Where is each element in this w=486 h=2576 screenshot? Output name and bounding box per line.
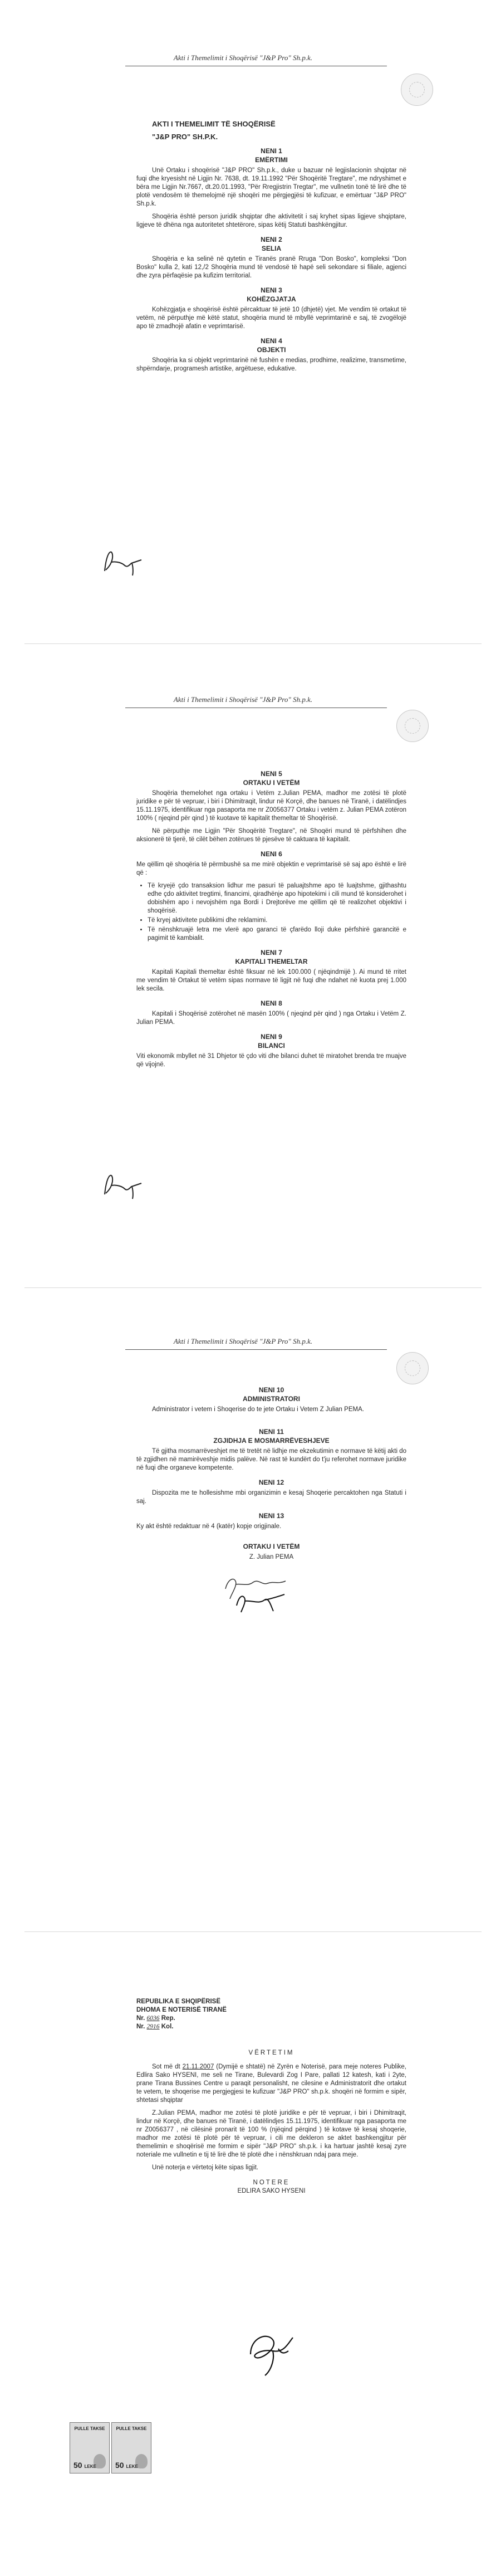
article-5-paragraph-1: Shoqëria themelohet nga ortaku i Vetëm z.Julian PEMA, madhor me zotësi të plotë juridike e për të vepruar, i biri i Dhimitraqit, lindur në Korçë, dhe banues në Tiranë, i datëlindjes 15.11.1975, identifikuar nga pasaporta me nr Z0056377 Ortaku i vetëm z. Julian PEMA zotëron 100% ( njeqind për qind ) të kuotave të kapitalit themeltar të Shoqërisë.: [136, 790, 406, 822]
article-4-name: OBJEKTI: [257, 346, 286, 354]
notary-header-block: [136, 1998, 227, 2031]
list-item: • Të nënshkruajë letra me vlerë apo garanci të çfarëdo lloji duke përfshirë garancitë e pagimit të kambialit.: [148, 926, 406, 943]
article-9-number: NENI 9: [261, 1033, 282, 1041]
page-4-content: [136, 2049, 406, 2196]
initials-signature: [100, 549, 145, 579]
certification-date: 21.11.2007: [182, 2063, 214, 2070]
tax-stamp-label: PULLE TAKSE: [116, 2426, 147, 2431]
article-7-paragraph: Kapitali Kapitali themeltar është fiksuar në lek 100.000 ( njëqindmijë ). Ai mund të rritet me vendim të Ortakut të vetëm sipas normave të ligjit në fuqi dhe ndahet në kuota prej 1.000 lek secila.: [136, 969, 406, 992]
document-page-3: [0, 1288, 486, 1932]
sole-partner-heading: ORTAKU I VETËM: [243, 1543, 300, 1550]
article-11-heading: [136, 1427, 406, 1445]
article-9-paragraph: Viti ekonomik mbyllet në 31 Dhjetor të çdo viti dhe bilanci duhet të miratohet brenda tre muajve që vijojnë.: [136, 1053, 406, 1068]
stamp-value-number: 50: [73, 2461, 82, 2470]
article-2-name: SELIA: [261, 245, 282, 252]
act-title: AKTI I THEMELIMIT TË SHOQËRISË: [152, 120, 276, 128]
article-10-number: NENI 10: [258, 1386, 284, 1394]
article-2-heading: [136, 235, 406, 253]
article-7-heading: [136, 948, 406, 966]
article-3-paragraph: Kohëzgjatja e shoqërisë është përcaktuar të jetë 10 (dhjetë) vjet. Me vendim të ortakut të vetëm, në përputhje më këtë statut, shoqëria mund të mbyllë veprimtarinë e saj, të zvogëlojë apo të zmadhojë afatin e veprimtarisë.: [136, 306, 406, 330]
document-page-4: [0, 1932, 486, 2576]
header-text: Akti i Themelimit i Shoqërisë "J&P Pro" Sh.p.k.: [173, 695, 313, 704]
article-10-name: ADMINISTRATORI: [243, 1395, 300, 1403]
notary-name: EDLIRA SAKO HYSENI: [237, 2188, 306, 2194]
article-5-number: NENI 5: [261, 770, 282, 778]
article-3-heading: [136, 286, 406, 304]
article-7-name: KAPITALI THEMELTAR: [235, 958, 308, 965]
company-logo: [396, 710, 429, 742]
article-12-paragraph: Dispozita me te hollesishme mbi organizimin e kesaj Shoqerie percaktohen nga Statuti i saj.: [136, 1490, 406, 1505]
article-7-number: NENI 7: [261, 949, 282, 957]
article-4-paragraph: Shoqëria ka si objekt veprimtarinë në fushën e medias, prodhime, realizime, transmetime, shpërndarje, programesh artistike, argëtuese, edukative.: [136, 357, 406, 372]
stamp-currency: LEKE: [84, 2464, 96, 2469]
notary-signature: [239, 2326, 301, 2379]
rep-number-value: 6036: [146, 2015, 160, 2022]
header-rule: [125, 1349, 387, 1350]
rep-number-line: [136, 2014, 227, 2023]
article-4-number: NENI 4: [261, 337, 282, 345]
article-4-heading: [136, 336, 406, 354]
article-11-paragraph: Të gjitha mosmarrëveshjet me të tretët në lidhje me ekzekutimin e normave të këtij akti do të zgjidhen në mamirëveshje midis palëve. Në rast të kundërt do t'ju referohet normave juridike në fuqi dhe organeve kompetente.: [136, 1448, 407, 1471]
article-2-paragraph: Shoqëria e ka selinë në qytetin e Tiranës pranë Rruga "Don Bosko", kompleksi "Don Bosko" kulla 2, kati 12,/2 Shoqëria mund të vendosë të hapë seli sekondare si filiale, agjenci dhe zyra përfaqësie pa kufizim territorial.: [136, 256, 406, 279]
stamp-value-number: 50: [115, 2461, 124, 2470]
article-2-number: NENI 2: [261, 236, 282, 243]
partner-signature: [220, 1572, 292, 1625]
tax-stamp-label: PULLE TAKSE: [74, 2426, 105, 2431]
initials-signature: [100, 1172, 145, 1203]
article-9-name: BILANCI: [258, 1042, 285, 1050]
certification-paragraph-2: Z.Julian PEMA, madhor me zotësi të plotë juridike e për të vepruar, i biri i Dhimitraqit, lindur në Korçë, dhe banues në Tiranë, i datëlindjes 15.11.1975, identifikuar nga pasaporta me nr Z0056377 , në cilësinë pronarit të 100 % (njëqind përqind ) të kotave të kesaj shoqerie, madhor me zotësi të plotë për të vepruar, i cili me dekleron se aktet bashkengjitur për themelimin e shoqërisë me formim e sipër "J&P PRO" sh.p.k. i ka hartuar jashtë kesaj zyre noteriale me vullnetin e tij të lirë dhe të plotë dhe i nënshkruan ndaj para meje.: [136, 2110, 406, 2158]
list-item: • Të kryej aktivitete publikimi dhe reklamimi.: [148, 916, 406, 925]
header-text: Akti i Themelimit i Shoqërisë "J&P Pro" Sh.p.k.: [173, 53, 313, 62]
certification-paragraph-1: [136, 2063, 406, 2105]
kol-number-label: Nr.: [136, 2023, 145, 2030]
certification-text: (Dymijë e shtatë) në Zyrën e Noterisë, para meje noteres Publike, Edlira Sako HYSENI, me seli ne Tirane, Bulevardi Zog I Pare, pallati 12 katesh, kati i 2yte, prane Tirana Bussines Centre u paraqit personalisht, ne cilesine e Administratorit dhe ortakut te vetem, te shoqerise me pergjegjesi te kufizuar "J&P PRO" sh.p.k. shoqëri në formim e sipër, shtetasi shqiptar: [136, 2063, 406, 2104]
sole-partner-name: Z. Julian PEMA: [249, 1554, 294, 1560]
article-6-number: NENI 6: [261, 850, 282, 858]
article-6-paragraph: Me qëllim që shoqëria të përmbushë sa me mirë objektin e veprimtarisë së saj apo është e lirë që :: [136, 861, 406, 876]
document-page-1: [0, 0, 486, 644]
tax-stamp: [70, 2422, 110, 2473]
article-13-number: NENI 13: [258, 1512, 284, 1520]
article-3-name: KOHËZGJATJA: [247, 295, 296, 303]
article-12-heading: [136, 1478, 406, 1487]
tax-stamp-value: [73, 2461, 96, 2470]
article-5-paragraph-2: Në përputhje me Ligjin "Për Shoqëritë Tregtare", në Shoqëri mund të përfshihen dhe aksionerë të tjerë, të cilët bëhen zotërues të pjesëve të caktuara të kapitalit.: [136, 828, 406, 843]
page-header: [0, 53, 486, 62]
article-10-paragraph: Administrator i vetem i Shoqerise do te jete Ortaku i Vetem Z Julian PEMA.: [152, 1406, 364, 1413]
rep-number-suffix: Rep.: [161, 2015, 175, 2022]
page-header: [0, 1337, 486, 1346]
article-6-list: [136, 882, 406, 943]
certification-paragraph-3: Unë noterja e vërtetoj këte sipas ligjit.: [152, 2164, 259, 2171]
article-1-name: EMËRTIMI: [255, 156, 288, 164]
article-10-heading: [136, 1385, 406, 1403]
article-13-paragraph: Ky akt është redaktuar në 4 (katër) kopje origjinale.: [136, 1523, 282, 1530]
article-8-number: NENI 8: [261, 999, 282, 1007]
article-11-name: ZGJIDHJA E MOSMARRËVESHJEVE: [213, 1437, 330, 1445]
list-item: • Të kryejë çdo transaksion lidhur me pasuri të paluajtshme apo të luajtshme, gjithashtu edhe çdo aktivitet tregtimi, financimi, qiradhënje apo hipotekimi i cili mund të konsiderohet i dobishëm apo i nevojshëm nga Bordi i Drejtorëve me qëllim që të realizohet objektivi i shoqërisë.: [148, 882, 406, 915]
article-11-number: NENI 11: [259, 1428, 284, 1436]
page-1-content: [136, 120, 406, 378]
page-header: [0, 695, 486, 704]
document-page-2: [0, 644, 486, 1288]
article-9-heading: [136, 1032, 406, 1050]
article-1-paragraph-2: Shoqëria është person juridik shqiptar dhe aktivitetit i saj kryhet sipas ligjeve shqiptare, ligjeve të dhëna nga autoritetet shtetërore, sipas këtij Statuti bashkëngjitur.: [136, 213, 406, 228]
article-8-heading: [136, 999, 406, 1008]
header-text: Akti i Themelimit i Shoqërisë "J&P Pro" Sh.p.k.: [173, 1337, 313, 1345]
tax-stamp: [111, 2422, 151, 2473]
article-6-heading: [136, 850, 406, 858]
stamp-currency: LEKE: [126, 2464, 138, 2469]
kol-number-suffix: Kol.: [161, 2023, 174, 2030]
article-1-paragraph-1: Unë Ortaku i shoqërisë "J&P PRO" Sh.p.k., duke u bazuar në legjislacionin shqiptar në fuqi dhe kryesisht në Ligjin Nr. 7638, dt. 19.11.1992 "Për Shoqëritë Tregtare", me ndryshimet e bëra me Ligjin Nr.7667, dt.20.01.1993, "Për Rregjistrin Tregtar", me vullnetin tonë të lirë dhe të plotë vendosëm të themelojmë një shoqëri me përgjegjësi të kufizuar, e emërtuar "J&P PRO" Sh.p.k.: [136, 167, 406, 207]
article-3-number: NENI 3: [261, 286, 282, 294]
tax-stamp-value: [115, 2461, 138, 2470]
notary-chamber-label: DHOMA E NOTERISË TIRANË: [136, 2007, 227, 2013]
page-3-content: [136, 1380, 406, 1562]
act-subtitle: "J&P PRO" SH.P.K.: [152, 133, 218, 141]
article-13-heading: [136, 1511, 406, 1520]
article-1-heading: [136, 147, 406, 164]
rep-number-label: Nr.: [136, 2015, 145, 2022]
article-8-paragraph: Kapitali i Shoqërisë zotërohet në masën 100% ( njeqind për qind ) nga Ortaku i Vetëm Z. Julian PEMA.: [136, 1011, 406, 1026]
republic-label: REPUBLIKA E SHQIPËRISË: [136, 1998, 221, 2005]
article-5-heading: [136, 769, 406, 787]
page-2-content: [136, 764, 406, 1074]
date-prefix: Sot më dt: [152, 2063, 180, 2070]
article-1-number: NENI 1: [261, 147, 282, 155]
article-12-number: NENI 12: [258, 1479, 284, 1486]
article-5-name: ORTAKU I VETËM: [243, 779, 300, 787]
notary-title: NOTERE: [253, 2179, 290, 2186]
certification-heading: VËRTETIM: [248, 2050, 294, 2056]
kol-number-line: [136, 2023, 227, 2031]
kol-number-value: 2916: [146, 2023, 160, 2030]
company-logo: [401, 74, 433, 106]
